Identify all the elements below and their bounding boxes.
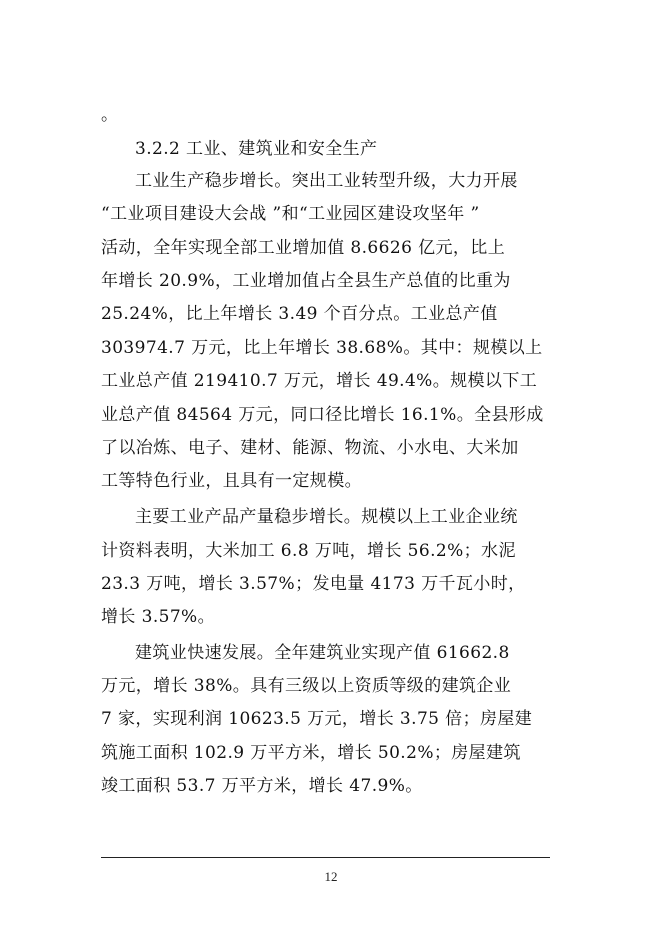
text-line: 计资料表明，大米加工 6.8 万吨，增长 56.2%；水泥 <box>101 541 516 561</box>
text-line: 筑施工面积 102.9 万平方米，增长 50.2%；房屋建筑 <box>101 743 521 763</box>
text-line: 工等特色行业，且具有一定规模。 <box>101 471 362 491</box>
text-line: 增长 3.57%。 <box>101 607 216 627</box>
text-line: 工业总产值 219410.7 万元，增长 49.4%。规模以下工 <box>101 371 538 391</box>
text-line: 25.24%，比上年增长 3.49 个百分点。工业总产值 <box>101 304 498 324</box>
text-line: 万元，增长 38%。具有三级以上资质等级的建筑企业 <box>101 676 512 696</box>
text-line: 工业生产稳步增长。突出工业转型升级，大力开展 <box>135 171 518 191</box>
text-line: “工业项目建设大会战 ”和“工业园区建设攻坚年 ” <box>101 204 480 224</box>
page-number: 12 <box>324 869 338 884</box>
text-line: 23.3 万吨，增长 3.57%；发电量 4173 万千瓦小时， <box>101 574 526 594</box>
text-line: 303974.7 万元，比上年增长 38.68%。其中：规模以上 <box>101 338 543 358</box>
text-line: 主要工业产品产量稳步增长。规模以上工业企业统 <box>135 507 518 527</box>
section-heading: 3.2.2 工业、建筑业和安全生产 <box>135 139 378 159</box>
text-line: 。 <box>101 105 119 125</box>
text-line: 7 家，实现利润 10623.5 万元，增长 3.75 倍；房屋建 <box>101 709 533 729</box>
text-line: 竣工面积 53.7 万平方米，增长 47.9%。 <box>101 776 423 796</box>
text-line: 业总产值 84564 万元，同口径比增长 16.1%。全县形成 <box>101 405 544 425</box>
text-line: 了以冶炼、电子、建材、能源、物流、小水电、大米加 <box>101 438 519 458</box>
text-line: 年增长 20.9%，工业增加值占全县生产总值的比重为 <box>101 271 511 291</box>
text-line: 建筑业快速发展。全年建筑业实现产值 61662.8 <box>135 643 510 663</box>
text-line: 活动，全年实现全部工业增加值 8.6626 亿元，比上 <box>101 238 506 258</box>
footer-divider <box>101 857 550 858</box>
